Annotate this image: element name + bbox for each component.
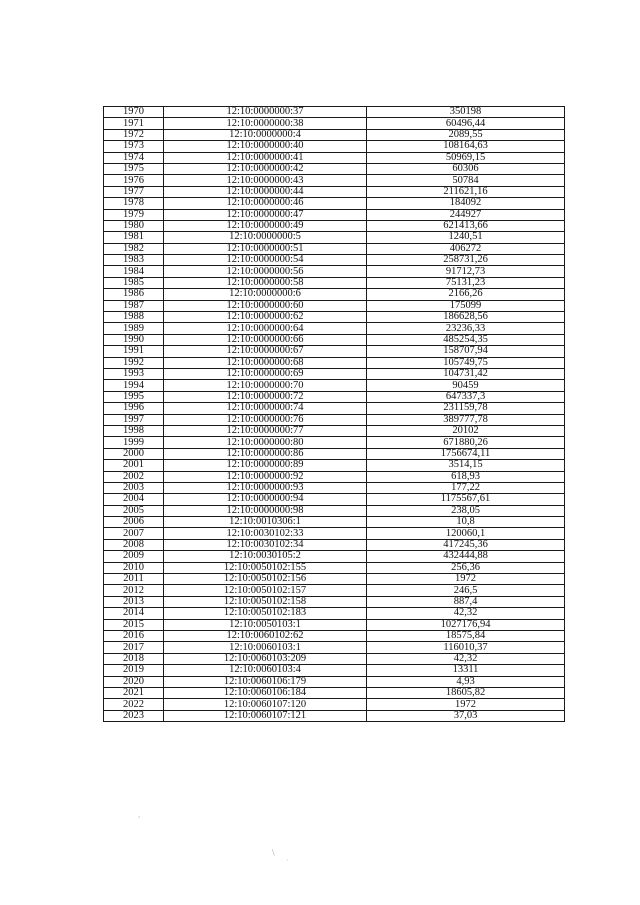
scan-speck: \ (272, 848, 275, 857)
value-cell: 211621,16 (367, 186, 565, 197)
row-number-cell: 2020 (104, 676, 164, 687)
table-row (104, 539, 565, 550)
value-cell: 647337,3 (367, 391, 565, 402)
row-number-cell: 1984 (104, 266, 164, 277)
table-row (104, 346, 565, 357)
value-cell: 42,32 (367, 608, 565, 619)
row-number-cell: 1989 (104, 323, 164, 334)
cadastral-number-cell: 12:10:0000000:5 (164, 232, 367, 243)
cadastral-number-cell: 12:10:0030105:2 (164, 551, 367, 562)
cadastral-number-cell: 12:10:0000000:4 (164, 129, 367, 140)
table-row (104, 676, 565, 687)
value-cell: 406272 (367, 243, 565, 254)
table-body (104, 107, 565, 722)
cadastral-number-cell: 12:10:0060106:184 (164, 687, 367, 698)
row-number-cell: 1971 (104, 118, 164, 129)
value-cell: 887,4 (367, 596, 565, 607)
row-number-cell: 1999 (104, 437, 164, 448)
cadastral-number-cell: 12:10:0030102:34 (164, 539, 367, 550)
value-cell: 120060,1 (367, 528, 565, 539)
value-cell: 50969,15 (367, 152, 565, 163)
row-number-cell: 2005 (104, 505, 164, 516)
table-row (104, 665, 565, 676)
table-row (104, 460, 565, 471)
table-row (104, 266, 565, 277)
cadastral-number-cell: 12:10:0000000:67 (164, 346, 367, 357)
row-number-cell: 1977 (104, 186, 164, 197)
row-number-cell: 1981 (104, 232, 164, 243)
cadastral-number-cell: 12:10:0000000:37 (164, 107, 367, 118)
value-cell: 231159,78 (367, 403, 565, 414)
table-row (104, 687, 565, 698)
table-row (104, 175, 565, 186)
value-cell: 1972 (367, 699, 565, 710)
cadastral-number-cell: 12:10:0030102:33 (164, 528, 367, 539)
row-number-cell: 1980 (104, 220, 164, 231)
cadastral-number-cell: 12:10:0000000:38 (164, 118, 367, 129)
value-cell: 1756674,11 (367, 448, 565, 459)
value-cell: 116010,37 (367, 642, 565, 653)
row-number-cell: 2010 (104, 562, 164, 573)
table-row (104, 107, 565, 118)
row-number-cell: 1990 (104, 334, 164, 345)
cadastral-number-cell: 12:10:0050102:156 (164, 574, 367, 585)
table-row (104, 562, 565, 573)
cadastral-number-cell: 12:10:0000000:40 (164, 141, 367, 152)
value-cell: 1240,51 (367, 232, 565, 243)
table-row (104, 425, 565, 436)
table-row (104, 403, 565, 414)
row-number-cell: 1994 (104, 380, 164, 391)
cadastral-number-cell: 12:10:0000000:44 (164, 186, 367, 197)
row-number-cell: 2015 (104, 619, 164, 630)
row-number-cell: 1986 (104, 289, 164, 300)
cadastral-number-cell: 12:10:0000000:41 (164, 152, 367, 163)
table-row (104, 574, 565, 585)
row-number-cell: 1983 (104, 255, 164, 266)
cadastral-number-cell: 12:10:0000000:93 (164, 482, 367, 493)
value-cell: 10,8 (367, 517, 565, 528)
cadastral-number-cell: 12:10:0010306:1 (164, 517, 367, 528)
cadastral-number-cell: 12:10:0000000:68 (164, 357, 367, 368)
row-number-cell: 2023 (104, 710, 164, 721)
row-number-cell: 1987 (104, 300, 164, 311)
cadastral-number-cell: 12:10:0000000:98 (164, 505, 367, 516)
cadastral-number-cell: 12:10:0000000:80 (164, 437, 367, 448)
value-cell: 184092 (367, 198, 565, 209)
row-number-cell: 1998 (104, 425, 164, 436)
table-row (104, 209, 565, 220)
value-cell: 3514,15 (367, 460, 565, 471)
table-row (104, 505, 565, 516)
row-number-cell: 2006 (104, 517, 164, 528)
cadastral-number-cell: 12:10:0060102:62 (164, 630, 367, 641)
value-cell: 42,32 (367, 653, 565, 664)
table-row (104, 220, 565, 231)
value-cell: 60496,44 (367, 118, 565, 129)
table-row (104, 357, 565, 368)
table-row (104, 198, 565, 209)
value-cell: 91712,73 (367, 266, 565, 277)
cadastral-number-cell: 12:10:0000000:69 (164, 368, 367, 379)
cadastral-number-cell: 12:10:0050102:157 (164, 585, 367, 596)
cadastral-number-cell: 12:10:0000000:64 (164, 323, 367, 334)
cadastral-number-cell: 12:10:0000000:70 (164, 380, 367, 391)
row-number-cell: 2002 (104, 471, 164, 482)
cadastral-number-cell: 12:10:0000000:42 (164, 163, 367, 174)
data-table (103, 106, 565, 722)
cadastral-number-cell: 12:10:0000000:92 (164, 471, 367, 482)
row-number-cell: 1996 (104, 403, 164, 414)
cadastral-number-cell: 12:10:0050102:183 (164, 608, 367, 619)
cadastral-number-cell: 12:10:0060103:4 (164, 665, 367, 676)
value-cell: 18605,82 (367, 687, 565, 698)
cadastral-number-cell: 12:10:0000000:51 (164, 243, 367, 254)
value-cell: 186628,56 (367, 312, 565, 323)
value-cell: 256,36 (367, 562, 565, 573)
table-row (104, 312, 565, 323)
value-cell: 20102 (367, 425, 565, 436)
value-cell: 1027176,94 (367, 619, 565, 630)
value-cell: 244927 (367, 209, 565, 220)
row-number-cell: 2009 (104, 551, 164, 562)
table-row (104, 255, 565, 266)
row-number-cell: 1985 (104, 277, 164, 288)
row-number-cell: 2013 (104, 596, 164, 607)
value-cell: 238,05 (367, 505, 565, 516)
table-row (104, 414, 565, 425)
cadastral-number-cell: 12:10:0000000:74 (164, 403, 367, 414)
cadastral-number-cell: 12:10:0000000:94 (164, 494, 367, 505)
row-number-cell: 1982 (104, 243, 164, 254)
value-cell: 246,5 (367, 585, 565, 596)
scan-speck: ' (138, 815, 141, 824)
cadastral-number-cell: 12:10:0000000:89 (164, 460, 367, 471)
table-row (104, 619, 565, 630)
row-number-cell: 2007 (104, 528, 164, 539)
cadastral-number-cell: 12:10:0000000:86 (164, 448, 367, 459)
table-row (104, 243, 565, 254)
table-row (104, 289, 565, 300)
table-row (104, 129, 565, 140)
cadastral-number-cell: 12:10:0060103:1 (164, 642, 367, 653)
row-number-cell: 1991 (104, 346, 164, 357)
value-cell: 389777,78 (367, 414, 565, 425)
value-cell: 18575,84 (367, 630, 565, 641)
value-cell: 13311 (367, 665, 565, 676)
table-row (104, 323, 565, 334)
row-number-cell: 2018 (104, 653, 164, 664)
table-row (104, 630, 565, 641)
value-cell: 90459 (367, 380, 565, 391)
value-cell: 105749,75 (367, 357, 565, 368)
table-row (104, 551, 565, 562)
value-cell: 158707,94 (367, 346, 565, 357)
value-cell: 108164,63 (367, 141, 565, 152)
row-number-cell: 1995 (104, 391, 164, 402)
row-number-cell: 2008 (104, 539, 164, 550)
row-number-cell: 2022 (104, 699, 164, 710)
cadastral-number-cell: 12:10:0000000:6 (164, 289, 367, 300)
row-number-cell: 2011 (104, 574, 164, 585)
value-cell: 23236,33 (367, 323, 565, 334)
value-cell: 258731,26 (367, 255, 565, 266)
cadastral-number-cell: 12:10:0000000:46 (164, 198, 367, 209)
row-number-cell: 2017 (104, 642, 164, 653)
table-row (104, 494, 565, 505)
cadastral-number-cell: 12:10:0060107:120 (164, 699, 367, 710)
value-cell: 618,93 (367, 471, 565, 482)
row-number-cell: 2012 (104, 585, 164, 596)
table-row (104, 163, 565, 174)
value-cell: 2166,26 (367, 289, 565, 300)
table-row (104, 152, 565, 163)
table-row (104, 300, 565, 311)
value-cell: 75131,23 (367, 277, 565, 288)
row-number-cell: 1975 (104, 163, 164, 174)
table-row (104, 448, 565, 459)
cadastral-number-cell: 12:10:0000000:72 (164, 391, 367, 402)
value-cell: 432444,88 (367, 551, 565, 562)
row-number-cell: 1974 (104, 152, 164, 163)
row-number-cell: 1973 (104, 141, 164, 152)
cadastral-number-cell: 12:10:0000000:54 (164, 255, 367, 266)
cadastral-number-cell: 12:10:0060106:179 (164, 676, 367, 687)
row-number-cell: 1988 (104, 312, 164, 323)
row-number-cell: 2014 (104, 608, 164, 619)
table-row (104, 482, 565, 493)
row-number-cell: 1997 (104, 414, 164, 425)
table-row (104, 368, 565, 379)
row-number-cell: 1978 (104, 198, 164, 209)
cadastral-number-cell: 12:10:0000000:60 (164, 300, 367, 311)
table-row (104, 642, 565, 653)
value-cell: 671880,26 (367, 437, 565, 448)
table-row (104, 186, 565, 197)
cadastral-number-cell: 12:10:0000000:43 (164, 175, 367, 186)
row-number-cell: 2000 (104, 448, 164, 459)
row-number-cell: 1976 (104, 175, 164, 186)
value-cell: 485254,35 (367, 334, 565, 345)
table-row (104, 528, 565, 539)
table-row (104, 118, 565, 129)
row-number-cell: 2001 (104, 460, 164, 471)
value-cell: 1175567,61 (367, 494, 565, 505)
value-cell: 50784 (367, 175, 565, 186)
table-row (104, 334, 565, 345)
table-row (104, 391, 565, 402)
row-number-cell: 2019 (104, 665, 164, 676)
table-row (104, 277, 565, 288)
scan-speck: · (286, 856, 289, 865)
table-row (104, 471, 565, 482)
cadastral-number-cell: 12:10:0060103:209 (164, 653, 367, 664)
cadastral-number-cell: 12:10:0050102:155 (164, 562, 367, 573)
cadastral-number-cell: 12:10:0000000:76 (164, 414, 367, 425)
row-number-cell: 2004 (104, 494, 164, 505)
value-cell: 621413,66 (367, 220, 565, 231)
cadastral-number-cell: 12:10:0000000:49 (164, 220, 367, 231)
cadastral-number-cell: 12:10:0000000:58 (164, 277, 367, 288)
cadastral-number-cell: 12:10:0000000:77 (164, 425, 367, 436)
table-row (104, 232, 565, 243)
row-number-cell: 1979 (104, 209, 164, 220)
table-row (104, 596, 565, 607)
value-cell: 4,93 (367, 676, 565, 687)
cadastral-number-cell: 12:10:0060107:121 (164, 710, 367, 721)
value-cell: 60306 (367, 163, 565, 174)
value-cell: 104731,42 (367, 368, 565, 379)
table-row (104, 517, 565, 528)
table-row (104, 710, 565, 721)
cadastral-number-cell: 12:10:0000000:47 (164, 209, 367, 220)
value-cell: 175099 (367, 300, 565, 311)
value-cell: 177,22 (367, 482, 565, 493)
row-number-cell: 2003 (104, 482, 164, 493)
table-row (104, 380, 565, 391)
table-row (104, 141, 565, 152)
cadastral-number-cell: 12:10:0000000:66 (164, 334, 367, 345)
table-row (104, 608, 565, 619)
value-cell: 2089,55 (367, 129, 565, 140)
row-number-cell: 1992 (104, 357, 164, 368)
table-row (104, 585, 565, 596)
cadastral-number-cell: 12:10:0050103:1 (164, 619, 367, 630)
row-number-cell: 1993 (104, 368, 164, 379)
value-cell: 37,03 (367, 710, 565, 721)
row-number-cell: 2016 (104, 630, 164, 641)
cadastral-number-cell: 12:10:0000000:56 (164, 266, 367, 277)
table-row (104, 437, 565, 448)
row-number-cell: 1970 (104, 107, 164, 118)
cadastral-number-cell: 12:10:0050102:158 (164, 596, 367, 607)
cadastral-number-cell: 12:10:0000000:62 (164, 312, 367, 323)
table-row (104, 653, 565, 664)
row-number-cell: 2021 (104, 687, 164, 698)
value-cell: 417245,36 (367, 539, 565, 550)
row-number-cell: 1972 (104, 129, 164, 140)
table-row (104, 699, 565, 710)
value-cell: 350198 (367, 107, 565, 118)
value-cell: 1972 (367, 574, 565, 585)
